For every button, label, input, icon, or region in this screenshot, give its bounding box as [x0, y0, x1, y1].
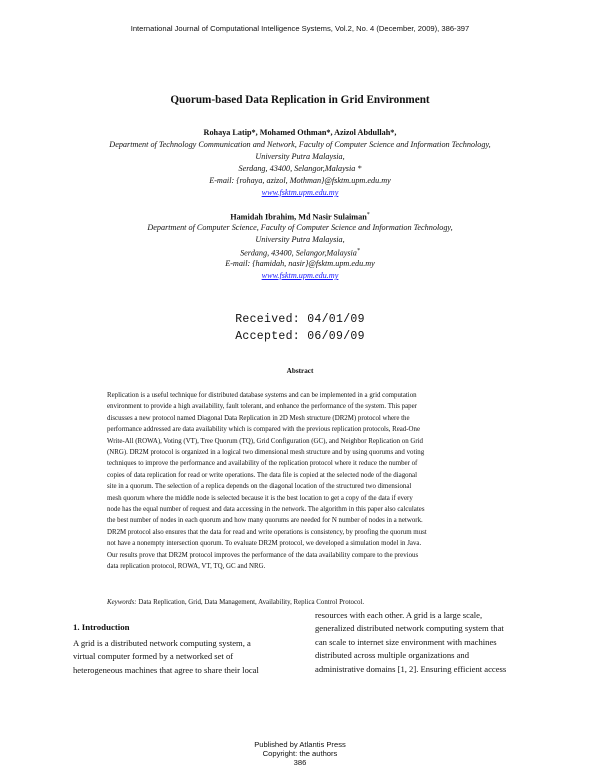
- abstract-line: site in a quorum. The selection of a replica depends on the diagonal location of the structured two dimensional: [107, 483, 412, 491]
- keywords-label: Keywords:: [107, 599, 137, 606]
- footer-page-number: 386: [293, 758, 307, 767]
- abstract-line: Our results prove that DR2M protocol improves the performance of the data availability compare to the previous: [107, 551, 419, 559]
- abstract-line: node has the equal number of request and data accessing in the network. The algorithm in this paper also calculates: [107, 506, 425, 514]
- author-email-1: E-mail: {rohaya, azizol, Mothman}@fsktm.upm.edu.my: [209, 176, 391, 185]
- abstract-body: [107, 390, 492, 573]
- author-names-2-text: Hamidah Ibrahim, Md Nasir Sulaiman: [230, 212, 367, 222]
- paper-title: Quorum-based Data Replication in Grid Environment: [170, 94, 430, 106]
- author-web-link-2[interactable]: www.fsktm.upm.edu.my: [261, 271, 339, 280]
- footer-publisher: Published by Atlantis Press: [254, 740, 346, 749]
- body-line: virtual computer formed by a networked set of: [73, 651, 234, 662]
- author-address-2-text: Serdang, 43400, Selangor,Malaysia: [240, 248, 357, 258]
- received-date: Received: 04/01/09: [235, 313, 365, 326]
- author-address-2-mark: *: [356, 248, 360, 254]
- author-web-2: [0, 270, 600, 281]
- abstract-line: mesh quorum where the middle node is selected because it is the best location to get a copy of the data if every: [107, 494, 413, 502]
- abstract-line: DR2M protocol also ensures that the data for read and write operations is consistency, by proofing the quorum must: [107, 528, 427, 536]
- abstract-line: discusses a new protocol named Diagonal Data Replication in 2D Mesh structure (DR2M) protocol where the: [107, 414, 410, 422]
- accepted-date: Accepted: 06/09/09: [235, 330, 365, 343]
- abstract-line: techniques to improve the performance and availability of the replication protocol where it reduce the number of: [107, 460, 418, 468]
- abstract-line: Replication is a useful technique for distributed database systems and can be implemented in a grid computation: [107, 392, 417, 399]
- body-line: can scale to internet size environment with machines: [315, 636, 497, 647]
- author-dept-1: Department of Technology Communication and Network, Faculty of Computer Science and Information Technology,: [109, 140, 491, 149]
- abstract-line: the best number of nodes in each quorum and how many quorums are needed for N number of nodes in a network.: [107, 517, 423, 525]
- author-email-2: E-mail: {hamidah, nasir}@fsktm.upm.edu.my: [225, 259, 375, 268]
- abstract-line: Write-All (ROWA), Voting (VT), Tree Quorum (TQ), Grid Configuration (GC), and Neighbor Replication on Grid: [107, 437, 424, 445]
- abstract-line: data replication protocol, ROWA, VT, TQ, GC and NRG.: [107, 563, 266, 571]
- keywords: [107, 599, 492, 606]
- abstract-heading: Abstract: [286, 367, 314, 375]
- body-line: A grid is a distributed network computing system, a: [73, 638, 251, 648]
- section-heading-introduction: 1. Introduction: [73, 622, 130, 632]
- keywords-text: Data Replication, Grid, Data Management, Availability, Replica Control Protocol.: [138, 599, 365, 606]
- author-university-2: University Putra Malaysia,: [255, 235, 345, 244]
- body-line: resources with each other. A grid is a large scale,: [315, 610, 483, 620]
- author-web-1: [0, 187, 600, 198]
- body-line: distributed across multiple organizations and: [315, 650, 470, 661]
- author-dept-2: Department of Computer Science, Faculty of Computer Science and Information Technology,: [147, 223, 453, 232]
- right-column-text: [315, 609, 527, 676]
- footer-copyright: Copyright: the authors: [262, 749, 338, 758]
- body-line: heterogeneous machines that agree to share their local: [73, 664, 259, 675]
- abstract-line: performance addressed are data availability which is compared with the previous replication protocols, Read-One: [107, 426, 421, 434]
- journal-header: International Journal of Computational Intelligence Systems, Vol.2, No. 4 (December, 2009), 386-397: [130, 24, 470, 33]
- left-column-text: [73, 637, 294, 677]
- author-names-2: [0, 210, 600, 223]
- author-university-1: University Putra Malaysia,: [255, 152, 345, 161]
- body-line: generalized distributed network computing system that: [315, 623, 504, 634]
- author-names-2-mark: *: [366, 212, 370, 218]
- abstract-line: copies of data replication for read or write operations. The data file is copied at the selected node of the diagonal: [107, 471, 418, 479]
- abstract-line: (NRG). DR2M protocol is organized in a logical two dimensional mesh structure and by using quorums and voting: [107, 449, 425, 457]
- author-names-1: Rohaya Latip*, Mohamed Othman*, Azizol Abdullah*,: [203, 128, 397, 137]
- author-address-2: [0, 246, 600, 259]
- author-web-link-1[interactable]: www.fsktm.upm.edu.my: [261, 188, 339, 197]
- abstract-line: not have a nonempty intersection quorum. To evaluate DR2M protocol, we developed a simulation model in Java.: [107, 540, 422, 548]
- author-address-1: Serdang, 43400, Selangor,Malaysia *: [238, 164, 362, 173]
- abstract-line: environment to provide a high availability, fault tolerant, and enhance the performance of the system. This paper: [107, 403, 417, 411]
- body-line: administrative domains [1, 2]. Ensuring efficient access: [315, 663, 507, 674]
